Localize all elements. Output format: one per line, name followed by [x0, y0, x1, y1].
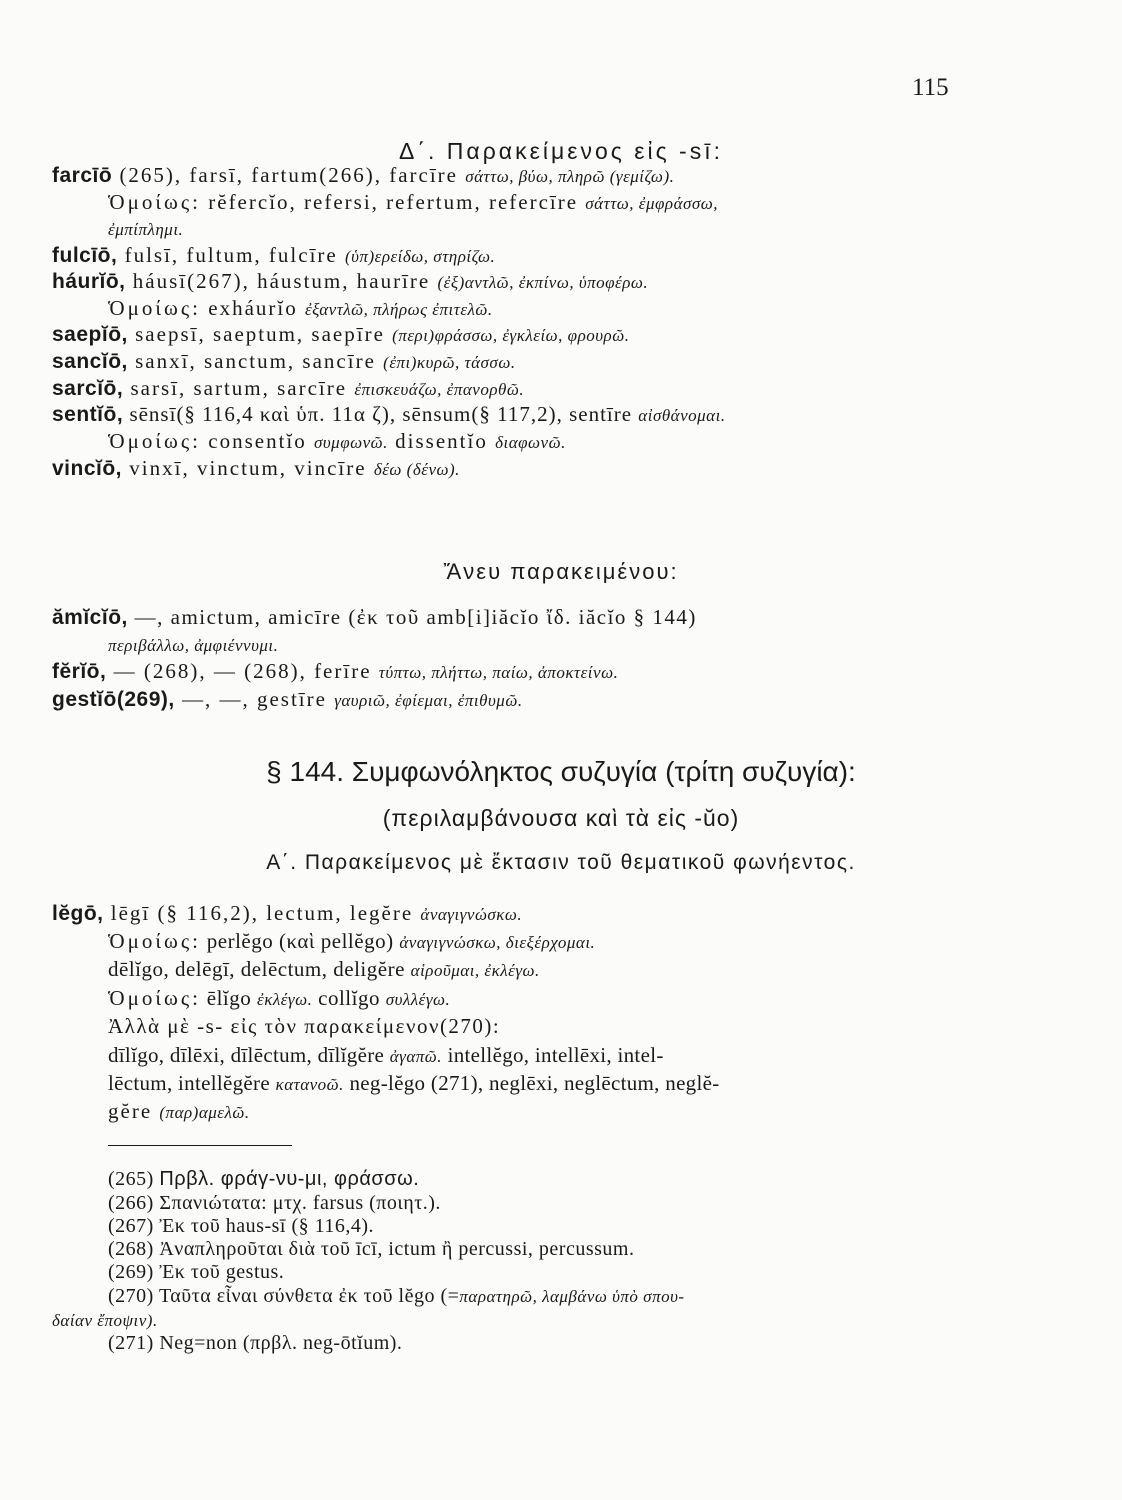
footnote-number: (269) [108, 1261, 154, 1283]
greek-gloss: (ἐξ)αντλῶ, ἐκπίνω, ὑποφέρω. [437, 273, 649, 292]
forms: gĕre [108, 1099, 153, 1123]
entry-line [108, 1013, 500, 1039]
lead-word: Ὁμοίως: [108, 429, 201, 453]
footnote-number: (271) [108, 1332, 154, 1354]
forms: háusī(267), háustum, haurīre [132, 269, 431, 293]
headword: gestĭō(269), [52, 688, 175, 711]
footnote [52, 1309, 158, 1332]
entry-line [52, 242, 495, 270]
entry-line [52, 268, 648, 296]
forms: ēlĭgo [206, 986, 252, 1010]
forms: dīlĭgo, dīlēxi, dīlēctum, dīlĭgĕre [108, 1043, 385, 1067]
forms: dissentĭo [395, 429, 488, 453]
greek-gloss: σάττω, ἐμφράσσω, [585, 194, 719, 213]
entry-line [52, 686, 523, 714]
forms: neg-lĕgo (271), neglēxi, neglēctum, neglĕ- [349, 1071, 720, 1095]
forms: vinxī, vinctum, vincīre [129, 456, 367, 480]
section-144-subtitle: (περιλαμβάνουσα καὶ τὰ εἰς -ŭo) [382, 805, 740, 831]
greek-gloss: αἱροῦμαι, ἐκλέγω. [410, 961, 540, 980]
footnote-number: (268) [108, 1238, 154, 1260]
entry-line [108, 295, 493, 323]
footnote [108, 1285, 685, 1308]
forms: lēgī (§ 116,2), lectum, legĕre [110, 901, 414, 925]
greek-gloss: δέω (δένω). [373, 460, 460, 479]
entry-line [108, 428, 566, 456]
headword: sancĭō, [52, 350, 128, 373]
greek-gloss: κατανοῶ. [275, 1075, 344, 1094]
greek-gloss: ἐξαντλῶ, πλήρως ἐπιτελῶ. [304, 300, 493, 319]
footnote-text: Ἐκ τοῦ gestus. [159, 1261, 285, 1283]
footnote-number: (266) [108, 1192, 154, 1214]
headword: lĕgō, [52, 902, 104, 925]
forms: lēctum, intellĕgĕre [108, 1071, 270, 1095]
greek-gloss: ἐπισκευάζω, ἐπανορθῶ. [354, 380, 525, 399]
greek-gloss: ἀγαπῶ. [389, 1047, 443, 1066]
footnote [108, 1192, 441, 1215]
headword: sentĭō, [52, 403, 124, 426]
greek-gloss: (παρ)αμελῶ. [159, 1103, 250, 1122]
greek-gloss: περιβάλλω, ἀμφιέννυμι. [108, 636, 279, 655]
headword: saepĭō, [52, 323, 128, 346]
greek-gloss: ἀναγιγνώσκω. [420, 905, 523, 924]
entry-line [108, 928, 595, 956]
footnote-text: Ἐκ τοῦ haus-sī (§ 116,4). [159, 1215, 375, 1237]
greek-gloss: (ὑπ)ερείδω, στηρίζω. [344, 247, 496, 266]
entry-line [108, 631, 278, 659]
entry-line [52, 321, 629, 349]
footnote-text: Neg=non (πρβλ. neg-ōtĭum). [159, 1332, 403, 1354]
forms: intellĕgo, intellēxi, intel- [447, 1043, 664, 1067]
entry-line [52, 658, 618, 686]
headword: sarcĭō, [52, 377, 124, 400]
greek-gloss: συλλέγω. [385, 990, 451, 1009]
headword: háurĭō, [52, 270, 126, 293]
entry-line [52, 375, 524, 403]
entry-line [108, 1042, 664, 1070]
forms: (265), farsī, fartum(266), farcīre [119, 163, 458, 187]
greek-gloss: γαυριῶ, ἐφίεμαι, ἐπιθυμῶ. [334, 691, 523, 710]
headword: fĕrĭō, [52, 660, 107, 683]
forms: perlĕgo (καὶ pellĕgo) [206, 929, 394, 953]
forms: —, —, gestīre [181, 687, 327, 711]
entry-line [52, 604, 697, 631]
forms: fulsī, fultum, fulcīre [124, 243, 338, 267]
section-d-heading: Δ΄. Παρακείμενος εἰς -sī: [398, 138, 723, 164]
greek-gloss: αἰσθάνομαι. [638, 406, 726, 425]
greek-gloss: τύπτω, πλήττω, παίω, ἀποκτείνω. [378, 663, 619, 682]
greek-gloss: (περι)φράσσω, ἐγκλείω, φρουρῶ. [392, 326, 630, 345]
forms: sarsī, sartum, sarcīre [130, 376, 348, 400]
lead-word: Ὁμοίως: [108, 296, 201, 320]
forms: collĭgo [318, 986, 380, 1010]
headword: fulcīō, [52, 244, 118, 267]
footnote-greek: παρατηρῶ, λαμβάνω ὑπὸ σπου- [459, 1287, 685, 1306]
entry-line [108, 1098, 250, 1126]
section-144-title: § 144. Συμφωνόληκτος συζυγία (τρίτη συζυγία): [266, 756, 856, 787]
footnote-text: Σπανιώτατα: μτχ. farsus (ποιητ.). [159, 1192, 441, 1214]
forms: exháurĭo [208, 296, 298, 320]
footnote-number: (265) [108, 1168, 154, 1190]
footnote [108, 1261, 284, 1284]
forms: consentĭo [208, 429, 307, 453]
entry-line [108, 215, 183, 243]
entry-line [108, 985, 450, 1013]
forms: saepsī, saeptum, saepīre [135, 322, 385, 346]
headword: ămĭcĭō, [52, 606, 128, 629]
greek-gloss: ἐκλέγω. [257, 990, 313, 1009]
page-number: 115 [912, 74, 949, 101]
greek-gloss: συμφωνῶ. [313, 433, 388, 452]
headword: farcīō [52, 164, 113, 187]
greek-gloss: ἐμπίπλημι. [108, 220, 184, 239]
section-a-heading: Α΄. Παρακείμενος μὲ ἔκτασιν τοῦ θεματικοῦ φωνήεντος. [266, 851, 856, 874]
lead-word: Ὁμοίως: [108, 986, 201, 1010]
forms: dēlĭgo, delēgī, delēctum, deligĕre [108, 957, 405, 981]
greek-gloss: ἀναγιγνώσκω, διεξέρχομαι. [399, 933, 596, 952]
lead-word: Ὁμοίως: [108, 190, 201, 214]
entry-line [108, 1070, 720, 1098]
footnote-number: (267) [108, 1215, 154, 1237]
lead-word: Ὁμοίως: [108, 929, 201, 953]
entry-line [52, 348, 516, 376]
entry-line [52, 162, 674, 190]
footnote-number: (270) [108, 1285, 154, 1307]
footnote [108, 1238, 634, 1261]
footnote-text: Πρβλ. φράγ-νυ-μι, φράσσω. [159, 1168, 420, 1190]
greek-gloss: διαφωνῶ. [495, 433, 566, 452]
forms: —, amictum, amicīre (ἐκ τοῦ amb[i]iăcĭo ἴδ. iăcĭo § 144) [134, 605, 697, 629]
footnote [108, 1215, 374, 1238]
entry-line [52, 455, 460, 483]
lead-word: Ἀλλὰ μὲ -s- εἰς τὸν παρακείμενον(270): [108, 1014, 501, 1038]
forms: — (268), — (268), ferīre [113, 659, 372, 683]
entry-line [108, 189, 718, 217]
footnote-text: Ἀναπληροῦται διὰ τοῦ īcī, ictum ἢ percussi, percussum. [159, 1238, 635, 1260]
footnote-greek: δαίαν ἔποψιν). [52, 1311, 158, 1330]
forms: sēnsī(§ 116,4 καὶ ὑπ. 11α ζ), sēnsum(§ 117,2), sentīre [129, 402, 633, 426]
entry-line [52, 401, 726, 429]
forms: rĕfercĭo, refersi, refertum, refercīre [208, 190, 579, 214]
anev-heading: Ἄνευ παρακειμένου: [443, 559, 679, 584]
footnote-rule [108, 1145, 292, 1146]
headword: vincĭō, [52, 457, 123, 480]
forms: sanxī, sanctum, sancīre [135, 349, 376, 373]
entry-line [52, 900, 522, 928]
footnote [108, 1168, 419, 1191]
greek-gloss: σάττω, βύω, πληρῶ (γεμίζω). [465, 167, 675, 186]
entry-line [108, 956, 540, 984]
greek-gloss: (ἐπι)κυρῶ, τάσσω. [383, 353, 516, 372]
footnote [108, 1332, 402, 1355]
footnote-text: Ταῦτα εἶναι σύνθετα ἐκ τοῦ lĕgo (= [158, 1285, 460, 1307]
